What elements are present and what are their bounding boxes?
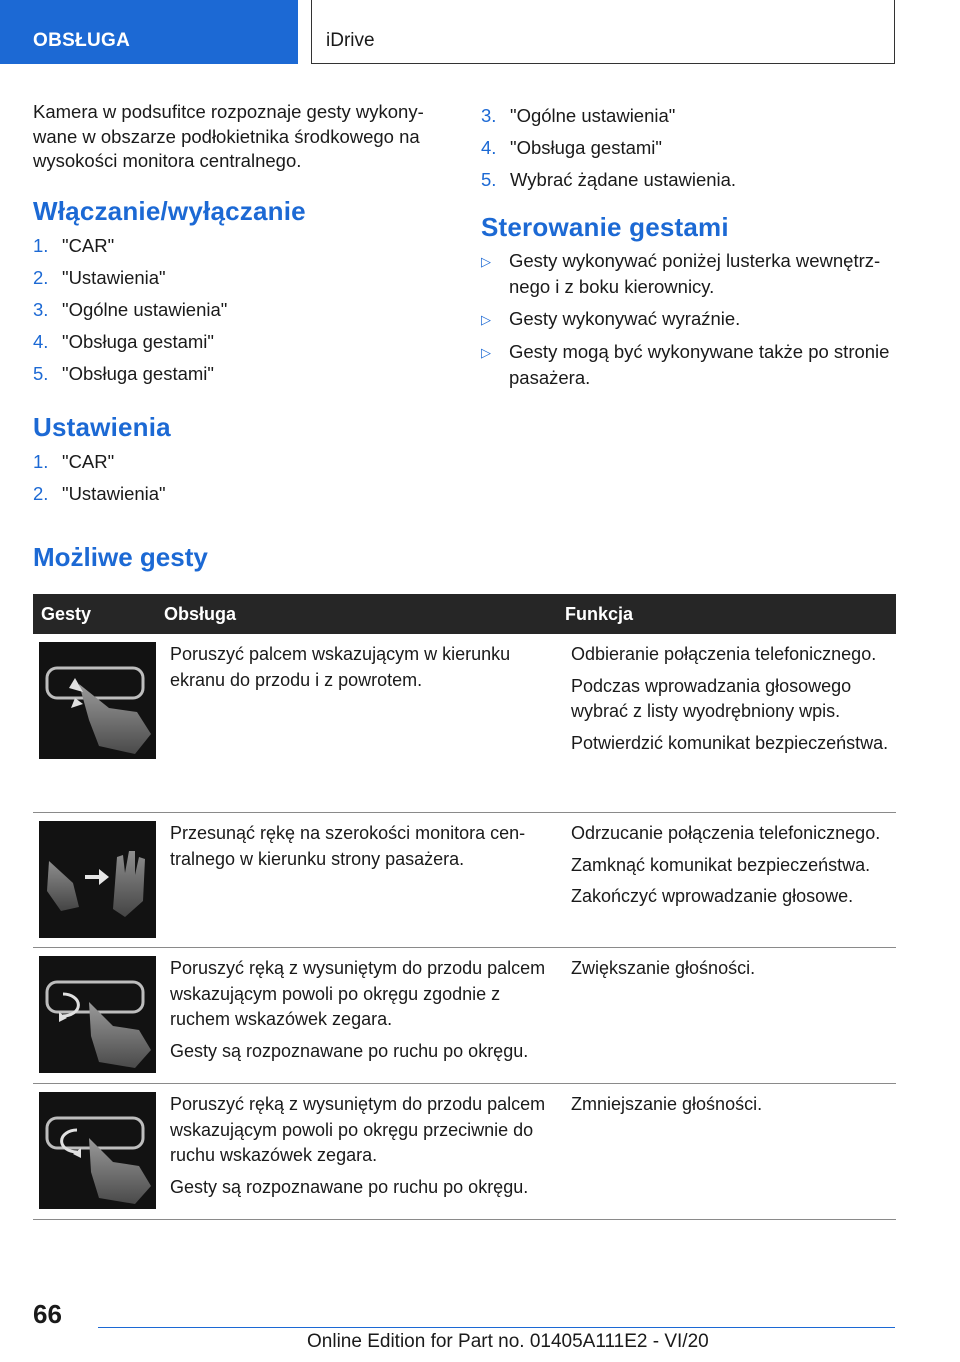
right-column bbox=[481, 100, 896, 397]
bullet-text: Gesty wykonywać wyraźnie. bbox=[509, 308, 741, 329]
step-text: "Ogólne ustawienia" bbox=[62, 298, 228, 320]
rotate-clockwise-gesture-icon bbox=[39, 956, 156, 1073]
operation-text: Poruszyć palcem wskazującym w kierunku ekranu do przodu i z powrotem. bbox=[170, 644, 511, 690]
column-header: Funkcja bbox=[565, 603, 634, 624]
bullet-text: Gesty mogą być wykonywane także po stronie pasażera. bbox=[509, 341, 890, 388]
footer-divider bbox=[98, 1327, 895, 1328]
triangle-bullet-icon: ▷ bbox=[481, 312, 491, 327]
list-item bbox=[481, 132, 896, 164]
list-item bbox=[481, 306, 896, 333]
function-text: Zakończyć wprowadzanie głosowe. bbox=[571, 886, 854, 906]
step-text: "Ustawienia" bbox=[62, 482, 166, 504]
list-item bbox=[33, 358, 443, 390]
function-text: Potwierdzić komunikat bezpieczeństwa. bbox=[571, 732, 889, 753]
section-tab: OBSŁUGA bbox=[0, 0, 298, 64]
step-text: "Obsługa gestami" bbox=[510, 137, 662, 158]
settings-steps-left bbox=[33, 446, 443, 510]
list-item bbox=[33, 478, 443, 510]
table-row bbox=[33, 948, 896, 1084]
onoff-heading: Włączanie/wyłączanie bbox=[33, 195, 306, 226]
list-item bbox=[481, 248, 896, 300]
page-number: 66 bbox=[33, 1299, 62, 1329]
step-text: "Ustawienia" bbox=[62, 266, 166, 288]
list-item bbox=[33, 326, 443, 358]
table-row bbox=[33, 1084, 896, 1220]
rotate-counterclockwise-gesture-icon bbox=[39, 1092, 156, 1209]
gestures-heading: Możliwe gesty bbox=[33, 542, 208, 572]
step-number: 3. bbox=[33, 298, 49, 320]
function-text: Zmniejszanie głośności. bbox=[571, 1094, 763, 1114]
step-number: 3. bbox=[481, 105, 497, 126]
list-item bbox=[33, 230, 443, 262]
chapter-title: iDrive bbox=[311, 0, 895, 64]
list-item bbox=[481, 164, 896, 196]
function-text: Odbieranie połączenia telefonicznego. bbox=[571, 644, 877, 664]
list-item bbox=[33, 446, 443, 478]
footer-edition: Online Edition for Part no. 01405A111E2 - VI/20 bbox=[307, 1331, 709, 1352]
gestures-table bbox=[33, 594, 896, 1220]
step-text: Wybrać żądane ustawienia. bbox=[510, 169, 737, 190]
step-text: "Obsługa gestami" bbox=[62, 362, 214, 384]
step-number: 2. bbox=[33, 482, 49, 504]
settings-steps-right bbox=[481, 100, 896, 196]
step-number: 5. bbox=[33, 362, 49, 384]
operation-text: Poruszyć ręką z wysuniętym do przodu palcem wskazującym powoli po okręgu przeciwnie do ruchu wskazówek zegara. bbox=[170, 1094, 546, 1165]
triangle-bullet-icon: ▷ bbox=[481, 345, 491, 360]
table-row bbox=[33, 813, 896, 948]
step-number: 1. bbox=[33, 450, 49, 472]
step-text: "CAR" bbox=[62, 450, 115, 472]
function-text: Podczas wprowadzania głosowego wybrać z listy wyodrębniony wpis. bbox=[571, 675, 852, 721]
function-text: Zwiększanie głośności. bbox=[571, 958, 756, 978]
step-number: 4. bbox=[33, 330, 49, 352]
operation-text: Gesty są rozpoznawane po ruchu po okręgu. bbox=[170, 1176, 529, 1197]
page-header bbox=[0, 0, 960, 66]
column-header: Obsługa bbox=[164, 603, 237, 624]
onoff-steps bbox=[33, 230, 443, 390]
table-row bbox=[33, 634, 896, 813]
step-number: 1. bbox=[33, 234, 49, 256]
list-item bbox=[33, 294, 443, 326]
step-text: "Obsługa gestami" bbox=[62, 330, 214, 352]
operation-text: Gesty są rozpoznawane po ruchu po okręgu. bbox=[170, 1040, 529, 1061]
table-header bbox=[33, 594, 896, 634]
step-text: "Ogólne ustawienia" bbox=[510, 105, 676, 126]
step-text: "CAR" bbox=[62, 234, 115, 256]
left-column bbox=[33, 100, 443, 510]
swipe-hand-gesture-icon bbox=[39, 821, 156, 938]
operation-text: Przesunąć rękę na szerokości monitora centralnego w kierunku strony pasażera. bbox=[170, 823, 526, 869]
function-text: Zamknąć komunikat bezpieczeństwa. bbox=[571, 854, 871, 875]
intro-paragraph: Kamera w podsufitce rozpoznaje gesty wykonywane w obszarze podłokietnika środkowego na wysokości monitora centralnego. bbox=[33, 101, 424, 171]
list-item bbox=[33, 262, 443, 294]
settings-heading: Ustawienia bbox=[33, 411, 171, 442]
step-number: 5. bbox=[481, 169, 497, 190]
control-heading: Sterowanie gestami bbox=[481, 212, 729, 242]
control-bullets bbox=[481, 248, 896, 391]
point-forward-back-gesture-icon bbox=[39, 642, 156, 759]
column-header: Gesty bbox=[41, 603, 92, 624]
triangle-bullet-icon: ▷ bbox=[481, 254, 491, 269]
bullet-text: Gesty wykonywać poniżej lusterka wewnętrznego i z boku kierownicy. bbox=[509, 250, 881, 297]
step-number: 4. bbox=[481, 137, 497, 158]
step-number: 2. bbox=[33, 266, 49, 288]
list-item bbox=[481, 339, 896, 391]
operation-text: Poruszyć ręką z wysuniętym do przodu palcem wskazującym powoli po okręgu zgodnie z ruchem wskazówek zegara. bbox=[170, 958, 546, 1029]
list-item bbox=[481, 100, 896, 132]
function-text: Odrzucanie połączenia telefonicznego. bbox=[571, 823, 881, 843]
